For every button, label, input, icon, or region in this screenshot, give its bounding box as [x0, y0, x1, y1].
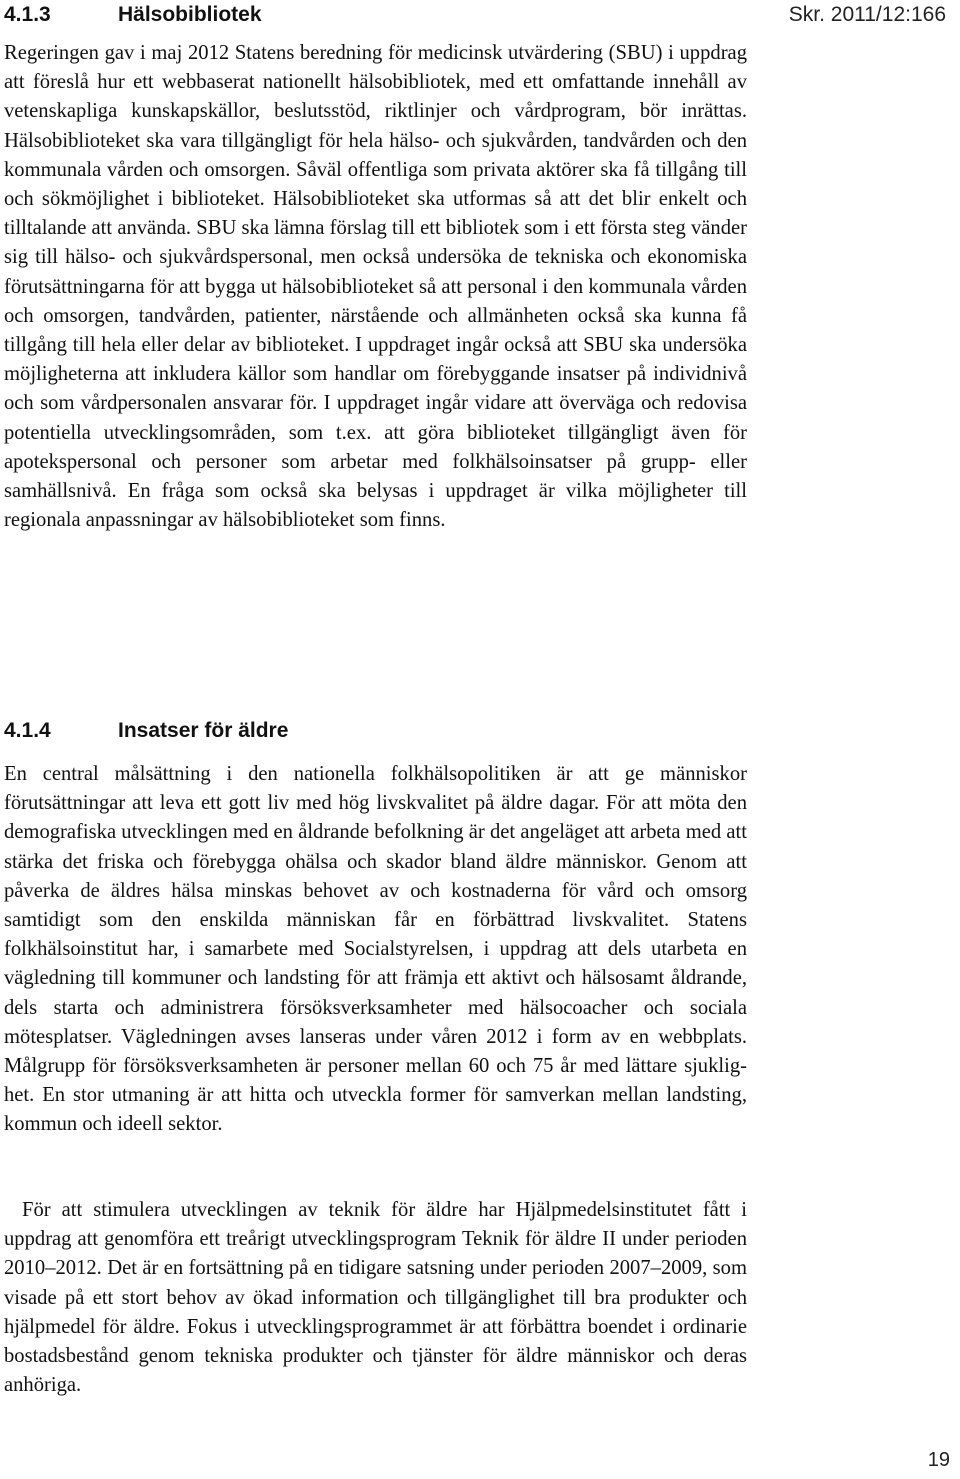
- section-paragraph: En central målsättning i den nationella folkhälsopolitiken är att ge människor förutsättningar att leva ett gott liv med hög livskvalitet på äldre dagar. För att möta den demografiska utvecklingen med en åldrande befolkning är det angeläget att arbeta med att stärka det friska och förebygga ohälsa och skador bland äldre människor. Genom att påverka de äldres hälsa minskas behovet av och kostnaderna för vård och omsorg samtidigt som den enskilda människan får en förbättrad livskvalitet. Statens folkhälsoinstitut har, i samarbete med Socialstyrelsen, i uppdrag att dels utarbeta en vägledning till kommuner och landsting för att främja ett aktivt och hälsosamt åldrande, dels starta och administrera försöksverksamheter med hälsocoacher och sociala mötesplatser. Vägledningen avses lanseras under våren 2012 i form av en webbplats. Målgrupp för försöksverksamheten är personer mellan 60 och 75 år med lättare sjuklighet. En stor utmaning är att hitta och utveckla former för samverkan mellan landsting, kommun och ideell sektor.: [4, 763, 747, 1136]
- section-heading-4-1-3: [4, 2, 262, 28]
- page-number: 19: [927, 1449, 950, 1471]
- section-heading-4-1-4: [4, 718, 288, 744]
- section-number: 4.1.4: [4, 719, 51, 742]
- section-title: Insatser för äldre: [118, 719, 289, 742]
- section-paragraph: Regeringen gav i maj 2012 Statens beredning för medicinsk utvärdering (SBU) i uppdrag att föreslå hur ett webbaserat nationellt hälsobibliotek, med ett omfattande innehåll av vetenskapliga kunskapskällor, beslutsstöd, riktlinjer och vårdprogram, bör inrättas. Hälsobiblioteket ska vara tillgängligt för hela hälso- och sjukvården, tandvården och den kommunala vården och omsorgen. Såväl offentliga som privata aktörer ska få tillgång till och sökmöjlighet i biblioteket. Hälsobiblioteket ska utformas så att det blir enkelt och tilltalande att använda. SBU ska lämna förslag till ett bibliotek som i ett första steg vänder sig till hälso- och sjukvårdspersonal, men också undersöka de tekniska och ekonomiska förutsättningarna för att bygga ut hälsobiblioteket så att personal i den kommunala vården och omsorgen, tandvården, patienter, närstående och allmänheten också ska kunna få tillgång till hela eller delar av biblioteket. I uppdraget ingår också att SBU ska undersöka möjligheterna att inkludera källor som handlar om förebyggande insatser på individnivå och som vårdpersonalen ansvarar för. I uppdraget ingår vidare att överväga och redovisa potentiella utvecklingsområden, som t.ex. att göra biblioteket tillgängligt även för apotekspersonal och personer som arbetar med folkhälsoinsatser på grupp- eller samhällsnivå. En fråga som också ska belysas i uppdraget är vilka möjligheter till regionala anpassningar av hälsobiblioteket som finns.: [4, 42, 747, 532]
- document-reference: Skr. 2011/12:166: [788, 3, 946, 26]
- section-number: 4.1.3: [4, 3, 51, 26]
- section-title: Hälsobibliotek: [118, 3, 262, 26]
- section-paragraph: För att stimulera utvecklingen av teknik för äldre har Hjälpmedelsinstitutet fått i uppdrag att genomföra ett treårigt utvecklingsprogram Teknik för äldre II under perioden 2010–2012. Det är en fortsättning på en tidigare satsning under perioden 2007–2009, som visade på ett stort behov av ökad information och tillgänglighet till bra produkter och hjälpmedel för äldre. Fokus i utvecklingsprogrammet är att förbättra boendet i ordinarie bostadsbestånd genom tekniska produkter och tjänster för äldre människor och deras anhöriga.: [4, 1199, 747, 1397]
